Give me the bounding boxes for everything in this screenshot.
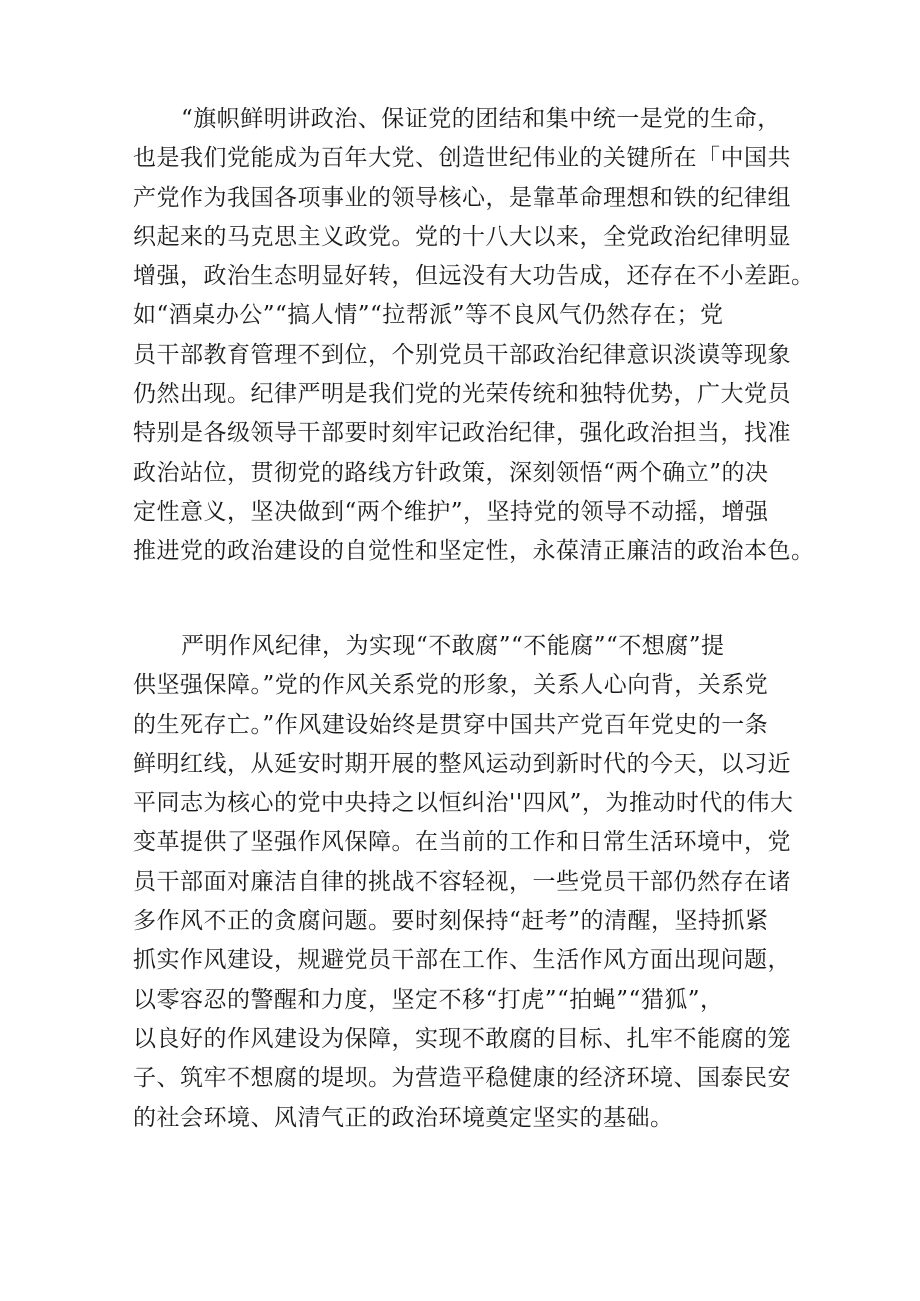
- paragraph-line: 仍然出现。纪律严明是我们党的光荣传统和独特优势，广大党员: [133, 381, 791, 408]
- paragraph-line: 如“酒桌办公”“搞人情”“拉帮派”等不良风气仍然存在；党: [133, 302, 724, 329]
- paragraph-line: 子、筑牢不想腐的堤坝。为营造平稳健康的经济环境、国泰民安: [133, 1065, 791, 1092]
- paragraph-line: 定性意义，坚决做到“两个维护”，坚持党的领导不动摇，增强: [133, 498, 769, 525]
- paragraph-line: 政治站位，贯彻党的路线方针政策，深刻领悟“两个确立”的决: [133, 459, 769, 486]
- paragraph-line: 抓实作风建设，规避党员干部在工作、生活作风方面出现问题，: [133, 947, 791, 974]
- paragraph-line: 变革提供了坚强作风保障。在当前的工作和日常生活环境中，党: [133, 829, 791, 856]
- paragraph-line: 多作风不正的贪腐问题。要时刻保持“赶考”的清醒，坚持抓紧: [133, 908, 769, 935]
- paragraph-line: 推进党的政治建设的自觉性和坚定性，永葆清正廉洁的政治本色。: [133, 538, 815, 565]
- paragraph-line: “旗帜鲜明讲政治、保证党的团结和集中统一是党的生命，: [181, 106, 781, 132]
- paragraph-line: 的社会环境、风清气正的政治环境奠定坚实的基础。: [133, 1104, 674, 1131]
- paragraph-line: 鲜明红线，从延安时期开展的整风运动到新时代的今天，以习近: [133, 750, 791, 777]
- paragraph-line: 平同志为核心的党中央持之以恒纠治''四风”，为推动时代的伟大: [133, 790, 794, 817]
- paragraph-line: 的生死存亡。”作风建设始终是贯穿中国共产党百年党史的一条: [133, 711, 769, 738]
- paragraph-line: 也是我们党能成为百年大党、创造世纪伟业的关键所在「中国共: [133, 145, 791, 172]
- paragraph-work-style-discipline: [133, 627, 805, 1138]
- paragraph-line: 供坚强保障。”党的作风关系党的形象，关系人心向背，关系党: [133, 672, 769, 699]
- paragraph-line: 以良好的作风建设为保障，实现不敢腐的目标、扎牢不能腐的笼: [133, 1025, 791, 1052]
- paragraph-political-discipline: [133, 100, 815, 572]
- paragraph-line: 特别是各级领导干部要时刻牢记政治纪律，强化政治担当，找准: [133, 420, 791, 447]
- paragraph-line: 严明作风纪律，为实现“不敢腐”“不能腐”“不想腐”提: [181, 633, 725, 659]
- paragraph-line: 织起来的马克思主义政党。党的十八大以来，全党政治纪律明显: [133, 223, 791, 250]
- paragraph-line: 增强，政治生态明显好转，但远没有大功告成，还存在不小差距。: [133, 263, 815, 290]
- paragraph-line: 员干部教育管理不到位，个别党员干部政治纪律意识淡谟等现象: [133, 341, 791, 368]
- paragraph-line: 以零容忍的警醒和力度，坚定不移“打虎”“拍蝇”“猎狐”，: [133, 986, 724, 1013]
- paragraph-line: 员干部面对廉洁自律的挑战不容轻视，一些党员干部仍然存在诸: [133, 868, 791, 895]
- paragraph-line: 产党作为我国各项事业的领导核心，是靠革命理想和铁的纪律组: [133, 184, 791, 211]
